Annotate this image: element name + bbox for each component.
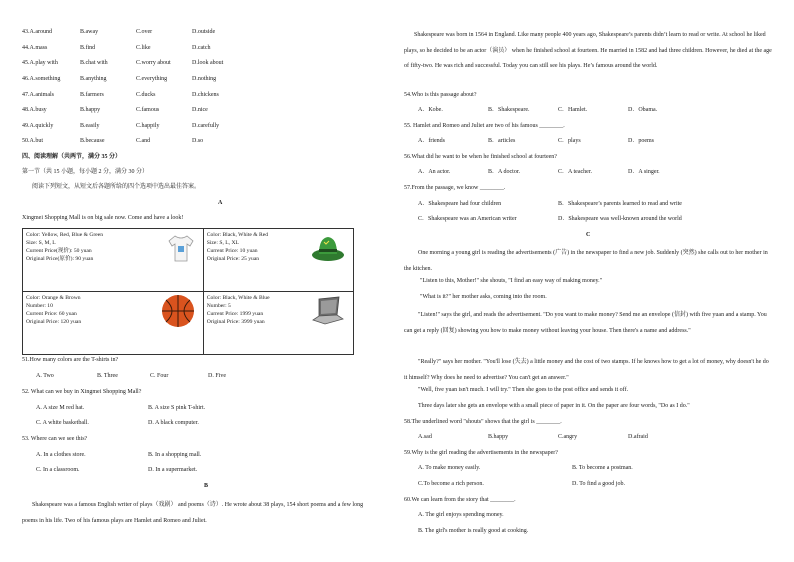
q60-option-a: A. The girl enjoys spending money.	[418, 512, 504, 518]
passage-c-p2: "Listen to this, Mother!" she shouts, "I find an easy way of making money."	[420, 278, 603, 284]
option-row-47: 47.A.animals B.farmers C.ducks D.chickens	[22, 92, 219, 98]
passage-c-p3: "What is it?" her mother asks, coming into the room.	[420, 294, 547, 300]
passage-c-p1: One morning a young girl is reading the advertisements (广告) in the newspaper to find a new job. Suddenly (突然) she calls out to her mother in the kitchen.	[404, 250, 768, 272]
option-row-45: 45.A.play with B.chat with C.worry about D.look about	[22, 60, 224, 66]
q54-options: A．Kobe. B．Shakespeare. C．Hamlet. D．Obama.	[418, 107, 658, 113]
question-54: 54.Who is this passage about?	[404, 92, 477, 98]
tshirt-icon	[167, 233, 195, 263]
basketball-cell: Color: Orange & Brown Number: 10 Current Price: 60 yuan Original Price: 120 yuan	[23, 292, 204, 355]
q59-options-row1: A. To make money easily. B. To become a postman.	[418, 465, 633, 471]
passage-b-text: Shakespeare was a famous English writer of plays（戏剧） and poems（诗）. He wrote about 38 plays, 154 short poems and a few long poems in his life. Two of his famous plays are Hamlet and Romeo and Juliet.	[22, 502, 364, 524]
question-53: 53. Where can we see this?	[22, 436, 88, 442]
q58-options: A.sad B.happy C.angry D.afraid	[418, 434, 648, 440]
sale-table	[22, 228, 354, 355]
q57-options-row1: A．Shakespeare had four children B．Shakespeare’s parents learned to read and write	[418, 201, 682, 207]
passage-c-p4: "Listen!" says the girl, and reads the advertisement. "Do you want to make money? Send me an envelope (信封) with five yuan and a stamp. You can get a reply (回复) showing you how to make money without leaving your house. Then there's a name and address."	[404, 312, 767, 334]
option-row-43: 43.A.around B.away C.over D.outside	[22, 29, 216, 35]
question-56: 56.What did he want to be when he finished school at fourteen?	[404, 154, 557, 160]
question-58: 58.The underlined word "shouts" shows that the girl is ________.	[404, 419, 562, 425]
q53-options-row1: A. In a clothes store. B. In a shopping mall.	[36, 452, 202, 458]
mall-intro: Xingmei Shopping Mall is on big sale now. Come and have a look!	[22, 215, 184, 221]
passage-a-label: A	[218, 200, 223, 206]
hat-icon	[311, 233, 345, 263]
q52-options-row1: A. A size M red hat. B. A size S pink T-shirt.	[36, 405, 206, 411]
q56-options: A．An actor. B．A doctor. C．A teacher. D．A singer.	[418, 169, 660, 175]
laptop-icon	[311, 296, 345, 326]
option-row-48: 48.A.busy B.happy C.famous D.nice	[22, 107, 208, 113]
passage-c-p7: Three days later she gets an envelope with a small piece of paper in it. On the paper are four words, "Do as I do."	[418, 403, 690, 409]
q55-options: A．friends B．articles C．plays D．poems	[418, 138, 654, 144]
option-row-50: 50.A.but B.because C.and D.so	[22, 138, 204, 144]
q52-options-row2: C. A white basketball. D. A black computer.	[36, 420, 199, 426]
question-52: 52. What can we buy in Xingmei Shopping Mall?	[22, 389, 142, 395]
question-60: 60.We can learn from the story that ________.	[404, 497, 516, 503]
option-row-44: 44.A.mass B.find C.like D.catch	[22, 45, 211, 51]
q53-options-row2: C. In a classroom. D. In a supermarket.	[36, 467, 198, 473]
question-57: 57.From the passage, we know ________.	[404, 185, 506, 191]
basketball-icon	[161, 294, 195, 328]
q51-options: A. Two B. Three C. Four D. Five	[36, 373, 226, 379]
subsection-title: 第一节（共 15 小题，每小题 2 分，满分 30 分）	[22, 169, 149, 175]
hat-cell: Color: Black, White & Red Size: S, L, XL Current Price: 10 yuan Original Price: 25 yuan	[203, 229, 353, 292]
tshirt-cell: Color: Yellow, Red, Blue & Green Size: S, M, L Current Price(现价): 50 yuan Original Price(原价): 90 yuan	[23, 229, 204, 292]
section-title: 四、阅读理解（共两节，满分 35 分）	[22, 154, 122, 160]
question-51: 51.How many colors are the T-shirts in?	[22, 357, 119, 363]
question-59: 59.Why is the girl reading the advertisements in the newspaper?	[404, 450, 558, 456]
option-row-49: 49.A.quickly B.easily C.happily D.carefully	[22, 123, 220, 129]
laptop-cell: Color: Black, White & Blue Number: 5 Current Price: 1999 yuan Original Price: 3999 yuan	[203, 292, 353, 355]
passage-c-p6: "Well, five yuan isn't much. I will try." Then she goes to the post office and sends it off.	[418, 387, 629, 393]
q60-option-b: B. The girl's mother is really good at cooking.	[418, 528, 529, 534]
option-row-46: 46.A.something B.anything C.everything D.nothing	[22, 76, 217, 82]
q57-options-row2: C．Shakespeare was an American writer D．Shakespeare was well-known around the world	[418, 216, 682, 222]
passage-c-label: C	[586, 232, 591, 238]
passage-c-p5: "Really?" says her mother. "You'll lose (失去) a little money and the cost of two stamps. If he knows how to get a lot of money, why doesn't he do it himself? Why does he need to advertise? You can't get an answer."	[404, 359, 769, 381]
q59-options-row2: C.To become a rich person. D. To find a good job.	[418, 481, 625, 487]
passage-b-continued: Shakespeare was born in 1564 in England. Like many people 400 years ago, Shakespeare’s parents didn’t learn to read or write. At school he liked plays, so he decided to be an actor（演员） when he finished school at fourteen. He married in 1582 and had three children. However, he died at the age of fifty-two. He was rich and successful. Today you can still see his plays. He’s famous around the world.	[404, 32, 772, 69]
question-55: 55. Hamlet and Romeo and Juliet are two of his famous ________.	[404, 123, 565, 129]
passage-b-label: B	[204, 483, 209, 489]
reading-instruction: 阅读下列短文，从短文后各题所给的四个选项中选出最佳答案。	[32, 184, 201, 190]
